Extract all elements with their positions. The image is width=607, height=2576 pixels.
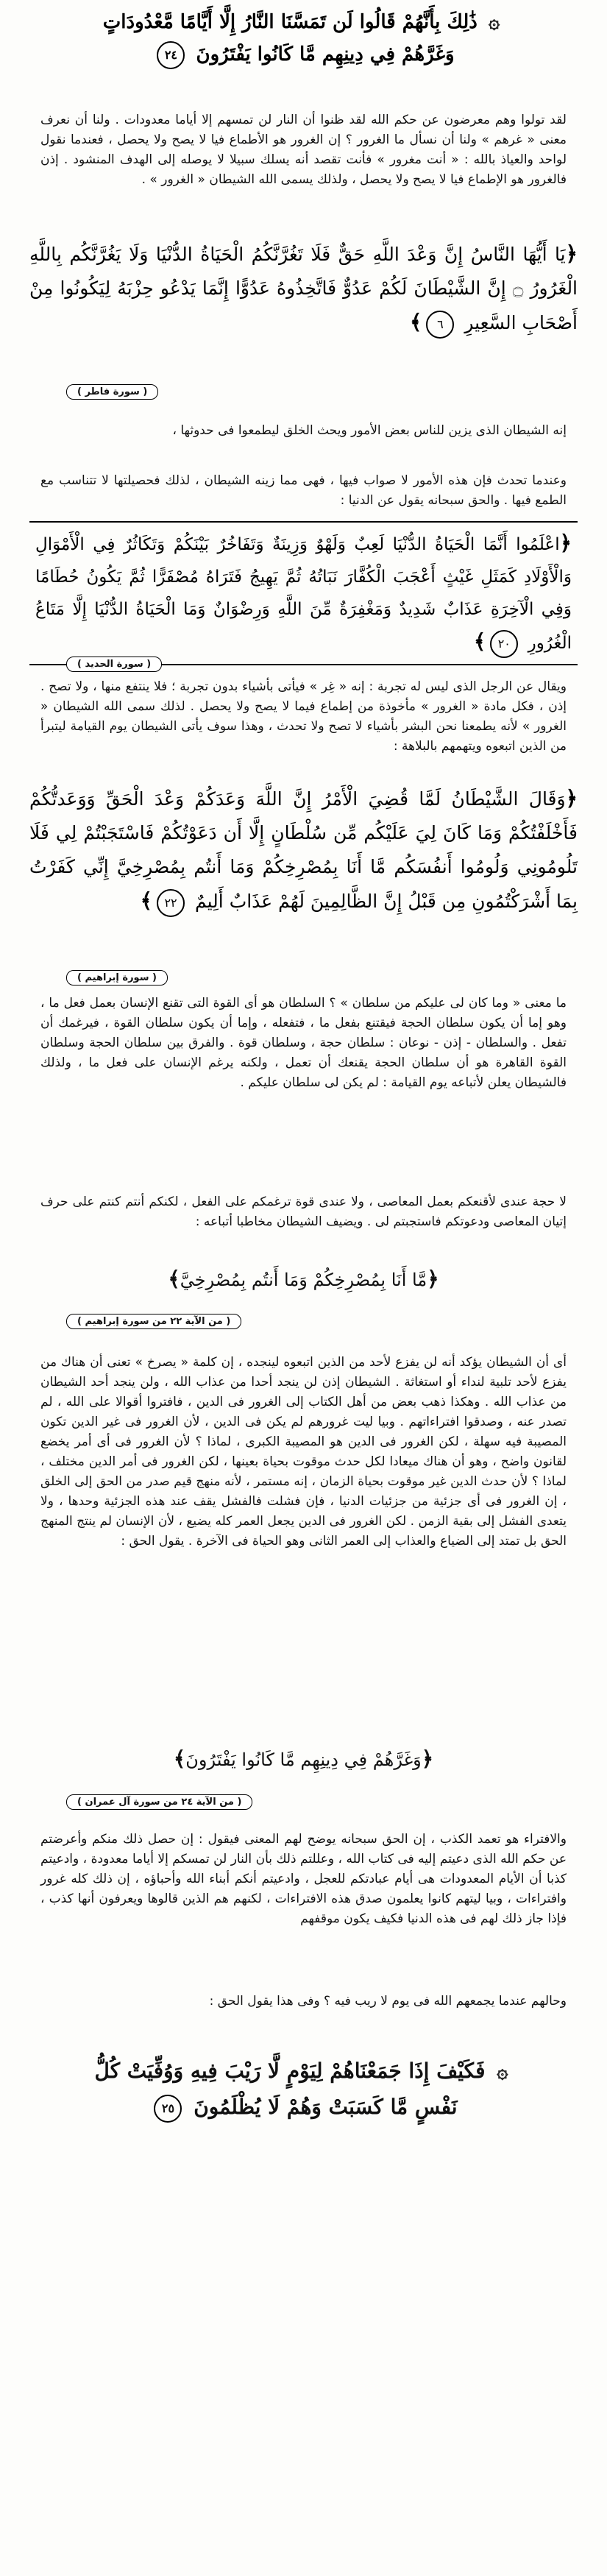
source-label-ibrahim: ( سورة إبراهيم ): [66, 970, 168, 986]
verse-number: ٢٤: [157, 41, 185, 69]
quran-verse-ibrahim: ﴿وَقَالَ الشَّيْطَانُ لَمَّا قُضِيَ الْأَمْرُ إِنَّ اللَّهَ وَعَدَكُمْ وَعْدَ الْحَقِّ وَوَعَدتُّكُمْ فَأَخْلَفْتُكُمْ وَمَا كَانَ لِيَ عَلَيْكُم مِّن سُلْطَانٍ إِلَّا أَن دَعَوْتُكُمْ فَاسْتَجَبْتُمْ لِي فَلَا تَلُومُونِي وَلُومُوا أَنفُسَكُم مَّا أَنَا بِمُصْرِخِكُمْ وَمَا أَنتُم بِمُصْرِخِيَّ إِنِّي كَفَرْتُ بِمَا أَشْرَكْتُمُونِ مِن قَبْلُ إِنَّ الظَّالِمِينَ لَهُمْ عَذَابٌ أَلِيمٌ ٢٢﴾: [29, 782, 578, 919]
footer-verse-line-2: نَفْسٍ مَّا كَسَبَتْ وَهُمْ لَا يُظْلَمُونَ ٢٥: [37, 2090, 570, 2125]
verse-number: ٢٢: [157, 889, 185, 917]
paragraph-8: والافتراء هو تعمد الكذب ، إن الحق سبحانه يوضح لهم المعنى فيقول : إن حصل ذلك منكم وأعرضتم عن حكم الله الذى دعيتم إليه فى كتاب الله ، وعللتم ذلك بأن النار لن تمسكم إلا أياما معدودة ، وادعيتم كذبا أن الأيام المعدودات هى أيام عبادتكم للعجل ، وادعيتم أنكم أبناء الله وأحباؤه ، إن ذلك كله غرور وافتراءات ، وبيا ليتهم كانوا يعلمون صدق هذه الافتراءات ، لكنهم هم الذين قالوها ويعرفون أنها كذب ، فإذا جاز ذلك لهم فى هذه الدنيا فكيف يكون موقفهم: [40, 1832, 567, 1926]
paragraph-4: ويقال عن الرجل الذى ليس له تجربة : إنه « غِر » فيأتى بأشياء بدون تجربة ؛ فلا ينتفع منها ، ولا تصح . إذن ، فكل مادة « الغرور » مأخوذة من إطماع فيما لا يصح ولا يحصل . لذلك سمى الله الشيطان « الغرور » لأنه يطمعنا نحن البشر بأشياء لا تصح ولا تحدث ، وهذا سوف يأتى الشيطان يوم القيامة ليتبرأ من الذين اتبعوه ويتهمهم بالبلاهة :: [40, 679, 567, 754]
verse-number: ٢٠: [490, 630, 518, 658]
verse-number: ٦: [426, 311, 454, 339]
ornament-icon: ۞: [497, 2061, 508, 2083]
header-verse-line-1: ۞ ذَٰلِكَ بِأَنَّهُمْ قَالُوا لَن تَمَسَّنَا النَّارُ إِلَّا أَيَّامًا مَّعْدُودَاتٍ: [102, 11, 500, 33]
footer-verse-line-1: ۞ فَكَيْفَ إِذَا جَمَعْنَاهُمْ لِيَوْمٍ لَّا رَيْبَ فِيهِ وَوُفِّيَتْ كُلُّ: [94, 2059, 508, 2083]
quran-short-verse-2: ﴿وَغَرَّهُمْ فِي دِينِهِم مَّا كَانُوا يَفْتَرُونَ﴾: [173, 1747, 434, 1771]
header-verse: [44, 6, 563, 71]
source-label-imran-24: ( من الآية ٢٤ من سورة آل عمران ): [66, 1794, 252, 1810]
paragraph-2: إنه الشيطان الذى يزين للناس بعض الأمور ويحث الخلق ليطمعوا فى حدوثها ،: [172, 423, 567, 438]
ornament-icon: ۞: [488, 11, 500, 33]
source-label-hadid: ( سورة الحديد ): [66, 657, 162, 672]
source-label-fatir: ( سورة فاطر ): [66, 384, 158, 400]
header-verse-line-2: وَغَرَّهُمْ فِي دِينِهِم مَّا كَانُوا يَفْتَرُونَ ٢٤: [44, 38, 563, 71]
quran-verse-hadid: ﴿اعْلَمُوا أَنَّمَا الْحَيَاةُ الدُّنْيَا لَعِبٌ وَلَهْوٌ وَزِينَةٌ وَتَفَاخُرٌ بَيْنَكُمْ وَتَكَاثُرٌ فِي الْأَمْوَالِ وَالْأَوْلَادِ كَمَثَلِ غَيْثٍ أَعْجَبَ الْكُفَّارَ نَبَاتُهُ ثُمَّ يَهِيجُ فَتَرَاهُ مُصْفَرًّا ثُمَّ يَكُونُ حُطَامًا وَفِي الْآخِرَةِ عَذَابٌ شَدِيدٌ وَمَغْفِرَةٌ مِّنَ اللَّهِ وَرِضْوَانٌ وَمَا الْحَيَاةُ الدُّنْيَا إِلَّا مَتَاعُ الْغُرُورِ ٢٠﴾: [29, 521, 578, 665]
quran-short-verse-1: ﴿مَّا أَنَا بِمُصْرِخِكُمْ وَمَا أَنتُم بِمُصْرِخِيَّ﴾: [168, 1267, 439, 1291]
verse-number: ٢٥: [154, 2095, 182, 2123]
paragraph-7: أى أن الشيطان يؤكد أنه لن يفزع لأحد من الذين اتبعوه لينجده ، إن كلمة « يصرخ » تعنى أن هناك من يفزع لأحد تلبية لنداء أو استغاثة . الشيطان إذن لن ينجد أحدا من عذاب الله ، ولن ينجد أحد الشيطان من عذاب الله . وهكذا ذهب بعض من أهل الكتاب إلى الغرور فى الدين ، فافتروا أقوالا على الله ، لم تصدر عنه ، وصدقوا افتراءاتهم . وبيا ليت غرورهم لم يكن فى الدين ، لأن الغرور فى غير الدين تكون المصيبة فيه سهلة ، لكن الغرور فى الدين هو المصيبة الكبرى ، لماذا ؟ لأن الغرور فى أى أمر يخضع لقانون واضح ، وهو أن هناك ميعادا لكل حدث موقوت بحياة بعينها ، لكن الغرور فى أمر الدين مختلف ، لماذا ؟ لأن حدث الدين غير موقوت بحياة الزمان ، إنه مستمر ، لأنه منهج قيم صدر من الحق إلى الخلق ، إن الغرور فى أى جزئية من جزئيات الدنيا ، فإن فشلت فالفشل يقف عند هذه الجزئية وحدها ، ولا يتعدى الفشل إلى بقية الزمن . لكن الغرور فى الدين يجعل العمر كله يضيع ، لأن الإنسان لم ينتج المنهج الحق بل تمتد إلى الضياع والعذاب إلى العمر الثانى وهو الحياة فى الآخرة . يقول الحق :: [40, 1355, 567, 1549]
quran-verse-fatir: ﴿يَا أَيُّهَا النَّاسُ إِنَّ وَعْدَ اللَّهِ حَقٌّ فَلَا تَغُرَّنَّكُمُ الْحَيَاةُ الدُّنْيَا وَلَا يَغُرَّنَّكُم بِاللَّهِ الْغَرُورُ ۝ إِنَّ الشَّيْطَانَ لَكُمْ عَدُوٌّ فَاتَّخِذُوهُ عَدُوًّا إِنَّمَا يَدْعُو حِزْبَهُ لِيَكُونُوا مِنْ أَصْحَابِ السَّعِيرِ ٦﴾: [29, 237, 578, 340]
source-label-ibrahim-22: ( من الآية ٢٢ من سورة إبراهيم ): [66, 1314, 241, 1329]
paragraph-1: لقد تولوا وهم معرضون عن حكم الله لقد ظنوا أن النار لن تمسهم إلا أياما معدودات . ولنا أن نعرف معنى « غرهم » ولنا أن نسأل ما الغرور ؟ إن الغرور هو الأطماع فيا لا يصح ولا يحصل ، فعندما نقول لواحد والعياذ بالله : « أنت مغرور » فأنت تقصد أنه يسلك سبيلا لا يوصله إلى الهدف المنشود . إذن فالغرور هو الإطماع فيا لا يصح ولا يحصل ، ولذلك يسمى الله الشيطان « الغرور » .: [40, 113, 567, 187]
paragraph-5: ما معنى « وما كان لى عليكم من سلطان » ؟ السلطان هو أى القوة التى تقنع الإنسان بعمل فعل ما ، وهو إما أن يكون سلطان الحجة فيقتنع بفعل ما ، فتفعله ، وإما أن يكون سلطان القوة ، فيرغمك أن تفعل . والسلطان - إذن - نوعان : سلطان حجة ، وسلطان قوة . والفرق بين سلطان الحجة وسلطان القوة القاهرة هو أن سلطان الحجة يقنعك أن تعمل ، ولكنه يرغم الإنسان على فعل ما ، ولذلك فالشيطان يعلن لأتباعه يوم القيامة : لم يكن لى سلطان عليكم .: [40, 996, 567, 1090]
paragraph-6: لا حجة عندى لأقنعكم بعمل المعاصى ، ولا عندى قوة ترغمكم على الفعل ، لكنكم أنتم كنتم على حرف إتيان المعاصى ودعوتكم فاستجبتم لى . ويضيف الشيطان مخاطبا أتباعه :: [40, 1195, 567, 1229]
paragraph-3: وعندما تحدث فإن هذه الأمور لا صواب فيها ، فهى مما زينه الشيطان ، لذلك فحصيلتها لا تتناسب مع الطمع فيها . والحق سبحانه يقول عن الدنيا :: [40, 473, 567, 508]
footer-verse: [37, 2053, 570, 2125]
paragraph-9: وحالهم عندما يجمعهم الله فى يوم لا ريب فيه ؟ وفى هذا يقول الحق :: [209, 1994, 567, 2009]
